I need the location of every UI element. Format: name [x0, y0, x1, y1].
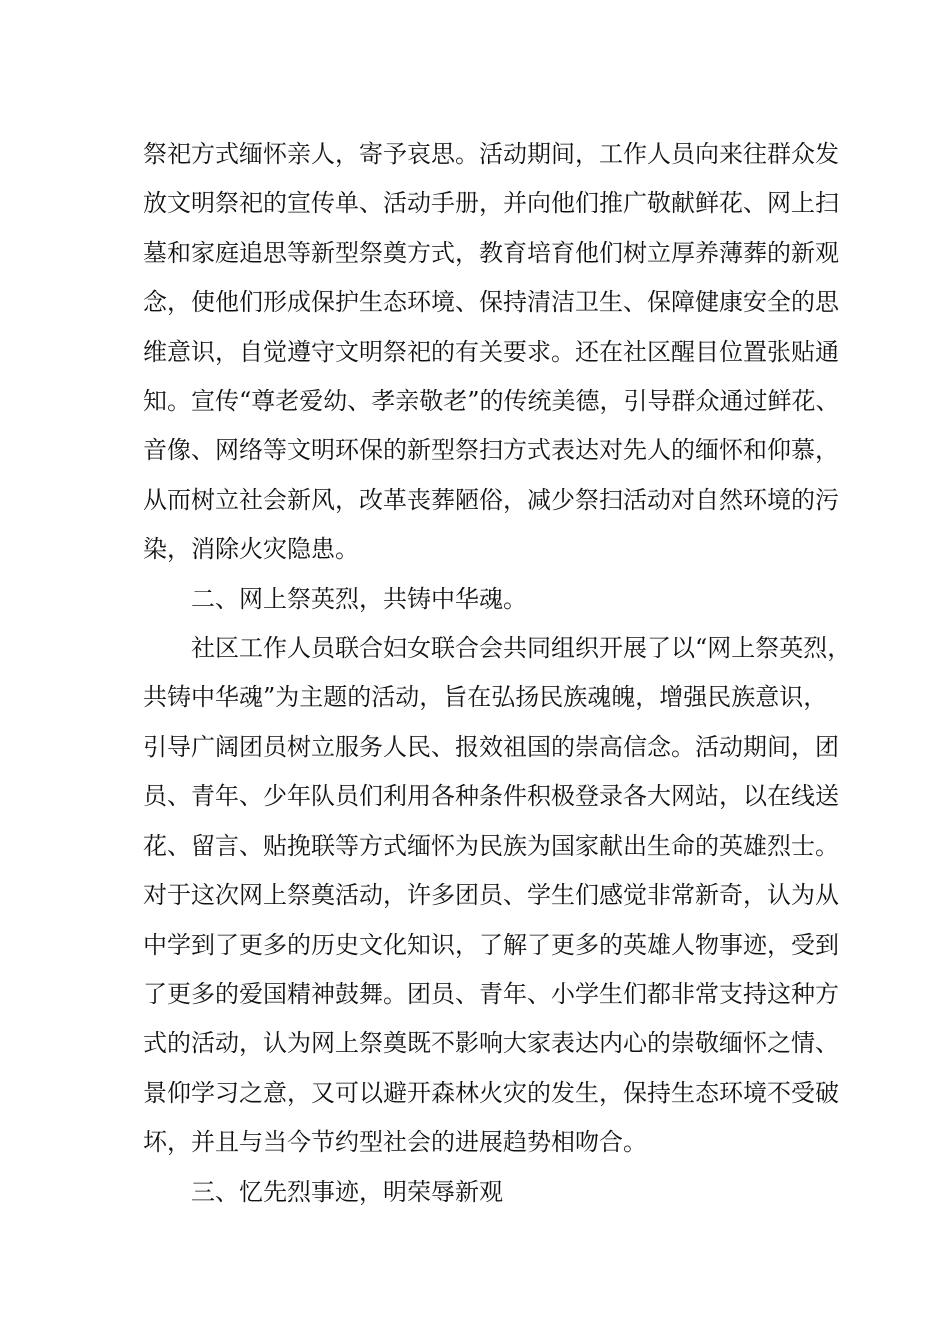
text-line: 墓和家庭追思等新型祭奠方式，教育培育他们树立厚养薄葬的新观	[143, 238, 839, 267]
text-line: 共铸中华魂”为主题的活动，旨在弘扬民族魂魄，增强民族意识，	[143, 683, 828, 712]
text-line: 染，消除火灾隐患。	[143, 535, 359, 564]
paragraph-online-memorial	[143, 624, 852, 1167]
text-line: 花、留言、贴挽联等方式缅怀为民族为国家献出生命的英雄烈士。	[143, 831, 839, 860]
heading-line: 三、忆先烈事迹，明荣辱新观	[191, 1177, 503, 1206]
heading-line: 二、网上祭英烈，共铸中华魂。	[191, 584, 527, 613]
text-line: 祭祀方式缅怀亲人，寄予哀思。活动期间，工作人员向来往群众发	[143, 140, 839, 168]
text-line: 维意识，自觉遵守文明祭祀的有关要求。还在社区醒目位置张贴通	[143, 337, 839, 366]
text-line: 放文明祭祀的宣传单、活动手册，并向他们推广敬献鲜花、网上扫	[143, 189, 839, 218]
document-body	[143, 130, 852, 1217]
text-line: 中学到了更多的历史文化知识，了解了更多的英雄人物事迹，受到	[143, 930, 839, 959]
text-line: 景仰学习之意，又可以避开森林火灾的发生，保持生态环境不受破	[143, 1078, 839, 1107]
text-line: 音像、网络等文明环保的新型祭扫方式表达对先人的缅怀和仰慕，	[143, 436, 839, 465]
text-line: 从而树立社会新风，改革丧葬陋俗，减少祭扫活动对自然环境的污	[143, 485, 839, 514]
section-heading-2	[143, 575, 827, 624]
text-line: 了更多的爱国精神鼓舞。团员、青年、小学生们都非常支持这种方	[143, 979, 839, 1008]
paragraph-memorial-promotion	[143, 130, 840, 575]
text-line: 式的活动，认为网上祭奠既不影响大家表达内心的崇敬缅怀之情、	[143, 1029, 839, 1058]
section-heading-3	[143, 1168, 827, 1217]
text-line: 社区工作人员联合妇女联合会共同组织开展了以“网上祭英烈，	[191, 634, 852, 663]
text-line: 知。宣传“尊老爱幼、孝亲敬老”的传统美德，引导群众通过鲜花、	[143, 387, 840, 416]
text-line: 员、青年、少年队员们利用各种条件积极登录各大网站，以在线送	[143, 782, 839, 811]
text-line: 对于这次网上祭奠活动，许多团员、学生们感觉非常新奇，认为从	[143, 881, 839, 910]
text-line: 念，使他们形成保护生态环境、保持清洁卫生、保障健康安全的思	[143, 288, 839, 317]
text-line: 引导广阔团员树立服务人民、报效祖国的崇高信念。活动期间，团	[143, 732, 839, 761]
text-line: 坏，并且与当今节约型社会的进展趋势相吻合。	[143, 1128, 647, 1157]
